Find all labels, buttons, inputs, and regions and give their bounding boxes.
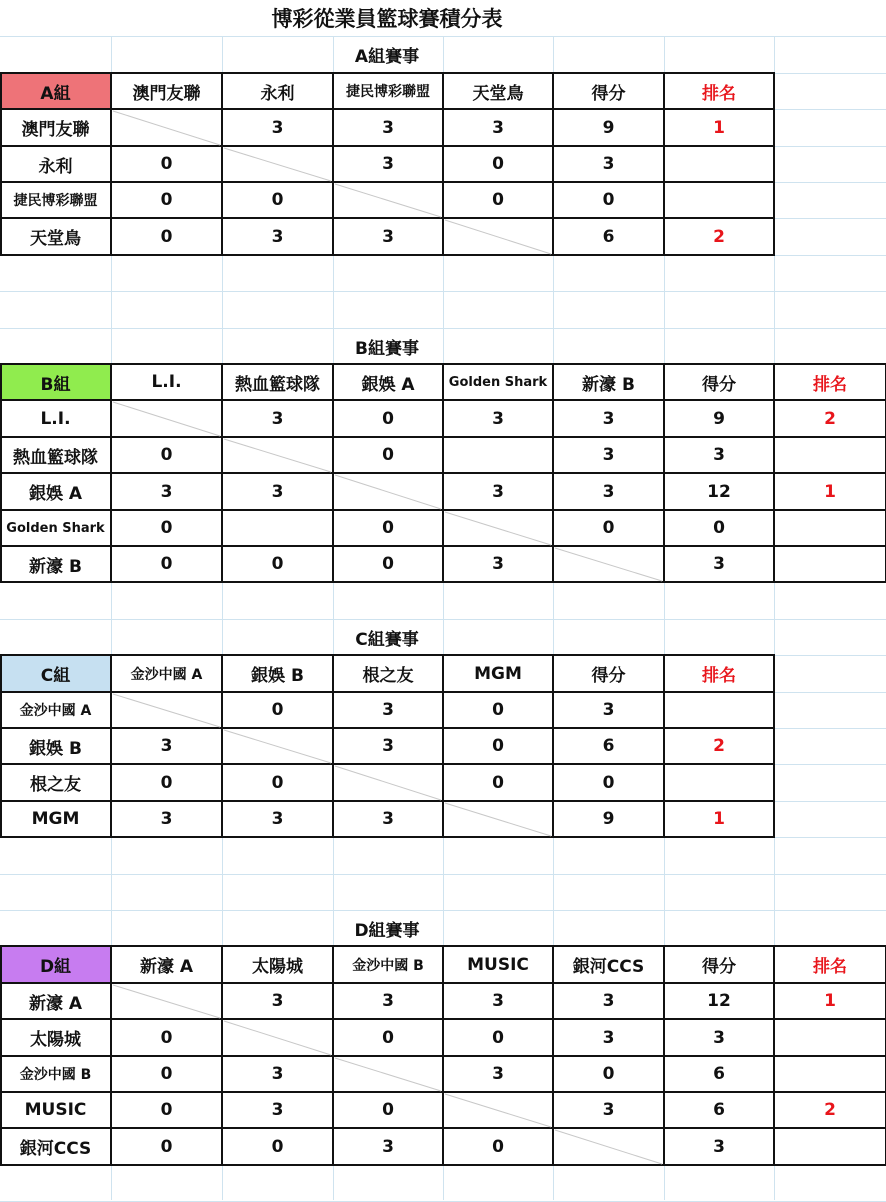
group-subtitle: D組賽事 [354, 920, 420, 941]
result-cell: 0 [492, 154, 504, 174]
team-column-header: 新濠 B [582, 374, 635, 395]
rank-cell [774, 510, 886, 546]
rank-cell: 1 [824, 991, 836, 1011]
rank-cell: 1 [824, 481, 836, 502]
table-border [663, 654, 665, 838]
rank-cell [664, 764, 774, 801]
result-cell: 3 [492, 554, 504, 574]
result-cell [222, 510, 333, 546]
table-border [110, 654, 112, 838]
table-border [663, 363, 665, 583]
table-border [773, 654, 775, 838]
team-column-header: 澳門友聯 [132, 83, 201, 104]
rank-cell [664, 692, 774, 728]
table-border [221, 945, 223, 1166]
table-border [0, 691, 775, 693]
rank-cell [774, 546, 886, 582]
score-cell: 3 [713, 1136, 725, 1157]
table-border [0, 763, 775, 765]
rank-cell [774, 1019, 886, 1056]
result-cell: 0 [382, 1027, 394, 1048]
result-cell: 0 [492, 736, 504, 756]
result-cell [333, 182, 443, 218]
result-cell [443, 801, 553, 837]
result-cell: 0 [160, 445, 173, 465]
table-border [110, 363, 112, 583]
team-row-name: 新濠 A [28, 993, 83, 1014]
table-border [0, 108, 775, 110]
result-cell [443, 218, 553, 255]
result-cell: 3 [382, 1136, 394, 1157]
score-cell: 6 [713, 1100, 725, 1120]
team-row-name: 金沙中國 B [19, 1067, 92, 1083]
result-cell: 3 [602, 1027, 615, 1048]
table-border [442, 654, 444, 838]
result-cell: 0 [160, 554, 173, 574]
result-cell: 3 [271, 1064, 284, 1084]
team-column-header: 永利 [260, 83, 295, 104]
result-cell [111, 692, 222, 728]
result-cell: 3 [602, 1100, 615, 1120]
team-column-header: MUSIC [467, 954, 529, 975]
score-cell: 6 [602, 736, 615, 756]
team-column-header: 太陽城 [252, 957, 303, 977]
page-title: 博彩從業員籃球賽積分表 [271, 7, 503, 31]
team-row-name: 熱血籃球隊 [13, 447, 98, 468]
result-cell: 3 [382, 809, 394, 829]
table-border [0, 363, 2, 583]
group-label: A組 [40, 83, 71, 104]
result-cell [553, 546, 664, 582]
score-cell: 3 [713, 1027, 725, 1048]
team-column-header: MGM [474, 663, 522, 684]
result-cell [222, 728, 333, 764]
result-cell: 0 [160, 1064, 173, 1084]
result-cell: 0 [271, 554, 284, 574]
team-column-header: 銀娛 B [251, 666, 304, 686]
team-row-name: 永利 [38, 156, 73, 177]
result-cell: 0 [492, 700, 504, 720]
result-cell [443, 510, 553, 546]
table-border [0, 800, 775, 802]
table-border [552, 945, 554, 1166]
result-cell: 0 [492, 1136, 504, 1157]
team-row-name: 銀河CCS [19, 1139, 92, 1159]
result-cell [111, 983, 222, 1019]
score-cell: 9 [602, 809, 615, 829]
rank-cell: 2 [713, 226, 725, 247]
rank-cell [774, 437, 886, 473]
table-border [552, 363, 554, 583]
table-border [0, 217, 775, 219]
table-border [442, 945, 444, 1166]
rank-cell: 1 [713, 809, 725, 829]
team-column-header: 金沙中國 B [352, 957, 424, 974]
team-row-name: 天堂鳥 [30, 229, 81, 249]
result-cell: 0 [160, 1100, 173, 1120]
result-cell: 0 [160, 154, 173, 174]
score-cell: 0 [602, 190, 615, 210]
result-cell: 3 [271, 1100, 284, 1120]
team-row-name: 新濠 B [29, 556, 82, 577]
result-cell: 3 [271, 991, 284, 1011]
team-column-header: 熱血籃球隊 [235, 374, 320, 395]
result-cell: 0 [492, 190, 504, 210]
score-cell: 9 [602, 117, 615, 138]
table-border [442, 363, 444, 583]
rank-cell: 2 [824, 1100, 836, 1120]
team-row-name: L.I. [40, 408, 71, 429]
result-cell: 3 [271, 117, 284, 138]
result-cell: 3 [271, 481, 284, 502]
result-cell: 3 [602, 991, 615, 1011]
table-border [0, 72, 2, 256]
score-cell: 12 [707, 481, 731, 502]
result-cell: 3 [492, 1064, 504, 1084]
score-cell: 0 [602, 772, 615, 793]
score-cell: 0 [713, 518, 725, 538]
team-row-name: 銀娛 A [28, 484, 83, 504]
table-border [332, 72, 334, 256]
rank-header: 排名 [702, 83, 736, 104]
rank-cell: 1 [713, 117, 725, 138]
team-column-header: 銀河CCS [572, 957, 645, 977]
result-cell [333, 473, 443, 510]
table-border [110, 945, 112, 1166]
table-border [773, 363, 775, 583]
team-column-header: 銀娛 A [361, 374, 415, 395]
score-cell: 9 [713, 408, 725, 429]
result-cell: 0 [492, 1027, 504, 1048]
result-cell: 0 [160, 518, 173, 538]
result-cell: 0 [160, 1027, 173, 1048]
result-cell: 3 [271, 809, 284, 829]
result-cell: 3 [382, 117, 394, 138]
rank-cell [664, 146, 774, 182]
result-cell: 0 [382, 554, 394, 574]
result-cell [443, 1092, 553, 1128]
result-cell: 0 [271, 700, 284, 720]
score-cell: 6 [713, 1064, 725, 1084]
team-row-name: Golden Shark [6, 520, 105, 536]
score-cell: 3 [713, 554, 725, 574]
result-cell: 0 [271, 772, 284, 793]
result-cell: 3 [382, 700, 394, 720]
team-row-name: MGM [31, 809, 80, 829]
table-border [0, 945, 2, 1166]
result-cell: 3 [602, 481, 615, 502]
group-label: B組 [40, 374, 71, 395]
result-cell [222, 437, 333, 473]
team-column-header: 根之友 [362, 666, 414, 686]
team-column-header: 天堂鳥 [472, 83, 524, 104]
result-cell: 0 [382, 445, 394, 465]
result-cell [111, 109, 222, 146]
result-cell [222, 1019, 333, 1056]
result-cell: 0 [602, 518, 615, 538]
table-border [552, 654, 554, 838]
team-row-name: 捷民博彩聯盟 [13, 193, 98, 209]
table-border [773, 945, 775, 1166]
result-cell: 0 [271, 1136, 284, 1157]
score-header: 得分 [591, 83, 626, 104]
team-column-header: L.I. [151, 372, 182, 392]
team-column-header: 新濠 A [139, 957, 194, 977]
result-cell: 3 [271, 408, 284, 429]
table-border [332, 945, 334, 1166]
table-border [0, 72, 775, 74]
result-cell [111, 400, 222, 437]
score-cell: 3 [713, 445, 725, 465]
result-cell: 3 [160, 736, 173, 756]
table-border [0, 181, 775, 183]
result-cell: 3 [492, 481, 504, 502]
table-border [552, 72, 554, 256]
result-cell [333, 764, 443, 801]
rank-cell [664, 182, 774, 218]
table-border [221, 654, 223, 838]
result-cell: 0 [382, 1100, 394, 1120]
score-cell: 3 [602, 700, 615, 720]
rank-header: 排名 [702, 666, 736, 686]
table-border [773, 72, 775, 256]
team-row-name: 銀娛 B [29, 738, 82, 759]
result-cell: 0 [382, 408, 394, 429]
table-border [0, 254, 775, 256]
result-cell [443, 437, 553, 473]
table-border [110, 72, 112, 256]
result-cell: 3 [382, 226, 394, 247]
group-subtitle: B組賽事 [355, 338, 419, 359]
result-cell: 0 [382, 518, 394, 538]
result-cell: 3 [492, 408, 504, 429]
result-cell [222, 146, 333, 182]
result-cell: 0 [602, 1064, 615, 1084]
score-header: 得分 [702, 957, 736, 977]
score-header: 得分 [591, 666, 626, 686]
table-border [221, 363, 223, 583]
rank-cell [774, 1056, 886, 1092]
group-subtitle: A組賽事 [354, 47, 420, 67]
table-border [442, 72, 444, 256]
team-row-name: 澳門友聯 [21, 120, 90, 140]
result-cell: 0 [271, 190, 284, 210]
team-column-header: Golden Shark [448, 374, 548, 390]
result-cell: 0 [492, 772, 504, 793]
table-border [0, 654, 775, 656]
team-row-name: MUSIC [24, 1100, 87, 1120]
score-header: 得分 [702, 374, 736, 395]
table-border [332, 363, 334, 583]
result-cell [333, 1056, 443, 1092]
rank-cell: 2 [824, 408, 836, 429]
score-cell: 3 [602, 154, 615, 174]
table-border [0, 145, 775, 147]
result-cell: 3 [382, 991, 394, 1011]
table-border [332, 654, 334, 838]
group-label: D組 [39, 957, 72, 977]
table-border [663, 945, 665, 1166]
rank-header: 排名 [813, 374, 847, 395]
rank-cell [774, 1128, 886, 1165]
rank-cell: 2 [713, 736, 725, 756]
table-border [0, 836, 775, 838]
result-cell: 3 [160, 481, 173, 502]
table-border [663, 72, 665, 256]
result-cell: 0 [160, 226, 173, 247]
team-column-header: 捷民博彩聯盟 [346, 84, 430, 100]
group-label: C組 [40, 666, 71, 686]
result-cell: 0 [160, 190, 173, 210]
result-cell: 3 [382, 736, 394, 756]
team-row-name: 太陽城 [30, 1030, 81, 1050]
result-cell: 3 [271, 226, 284, 247]
result-cell: 0 [160, 1136, 173, 1157]
result-cell [553, 1128, 664, 1165]
result-cell: 3 [602, 445, 615, 465]
team-row-name: 根之友 [30, 775, 81, 795]
result-cell: 3 [382, 154, 394, 174]
result-cell: 3 [492, 117, 504, 138]
result-cell: 3 [492, 991, 504, 1011]
score-cell: 6 [602, 226, 615, 247]
table-border [0, 727, 775, 729]
table-border [0, 654, 2, 838]
table-border [221, 72, 223, 256]
result-cell: 0 [160, 772, 173, 793]
result-cell: 3 [602, 408, 615, 429]
group-subtitle: C組賽事 [355, 629, 419, 650]
rank-header: 排名 [813, 957, 847, 977]
score-cell: 12 [707, 991, 731, 1011]
team-column-header: 金沙中國 A [130, 666, 203, 683]
result-cell: 3 [160, 809, 173, 829]
team-row-name: 金沙中國 A [19, 703, 92, 719]
